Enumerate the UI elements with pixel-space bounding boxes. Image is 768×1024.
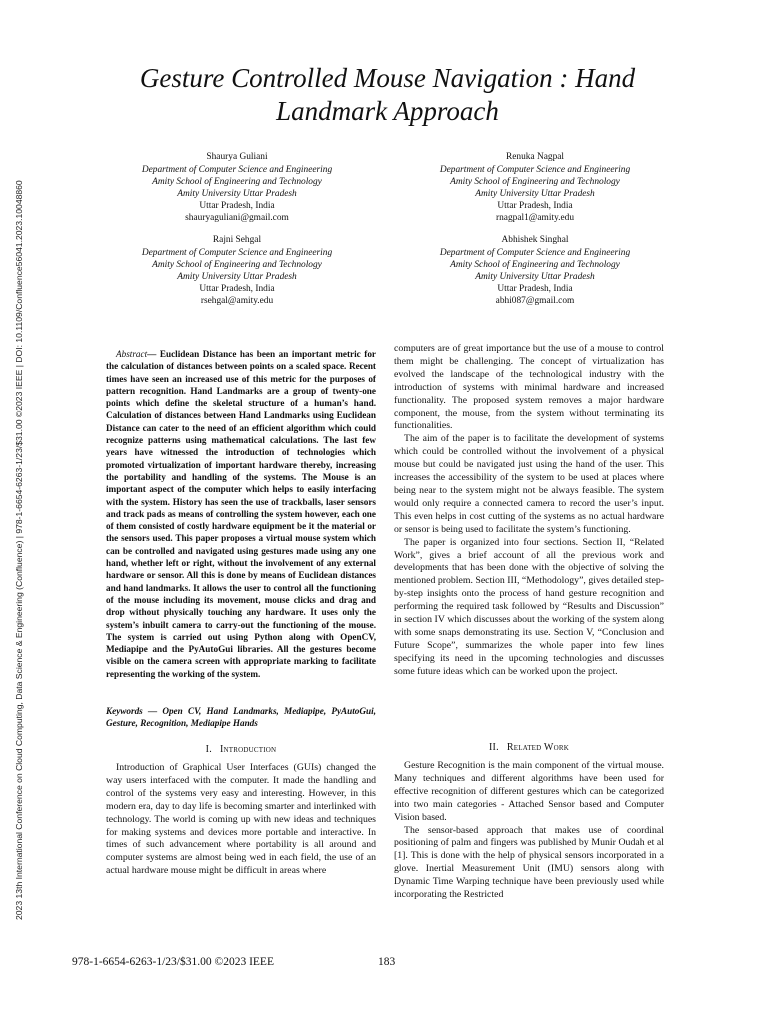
author-block: [390, 235, 680, 307]
author-location: Uttar Pradesh, India: [199, 200, 275, 211]
author-name: Rajni Sehgal: [212, 235, 262, 245]
footer-isbn: 978-1-6654-6263-1/23/$31.00 ©2023 IEEE: [72, 956, 274, 968]
author-univ: Amity University Uttar Pradesh: [475, 271, 595, 282]
author-univ: Amity University Uttar Pradesh: [475, 188, 595, 199]
section-number: II.: [489, 742, 499, 753]
section-number: I.: [205, 744, 212, 755]
author-school: Amity School of Engineering and Technology: [152, 259, 322, 270]
author-block: [92, 152, 382, 224]
paper-title: Gesture Controlled Mouse Navigation : Hand Landmark Approach: [139, 63, 636, 126]
doi-banner: 2023 13th International Conference on Cloud Computing, Data Science & Engineering (Confluence) | 978-1-6654-6263-1/23/$31.00 ©2023 IEEE | DOI: 10.1109/Confluence56041.2023.10048860: [14, 180, 24, 920]
keywords: [106, 705, 376, 730]
author-email: rnagpal1@amity.edu: [495, 212, 575, 223]
author-dept: Department of Computer Science and Engineering: [439, 164, 631, 175]
author-dept: Department of Computer Science and Engineering: [141, 247, 333, 258]
author-location: Uttar Pradesh, India: [497, 200, 573, 211]
paragraph: Introduction of Graphical User Interfaces (GUIs) changed the way users interfaced with the computer. It made the handling and control of the systems very easy and interesting. However, in this modern era, day to day life is becoming smarter and interlinked with technology. The world is coming up with new ideas and techniques for making systems and devices more portable and interactive. In times of such advancement where portability is all around and computer systems are almost being wed in each field, the use of an actual hardware mouse might be difficult in areas where: [106, 762, 376, 877]
author-email: abhi087@gmail.com: [495, 295, 575, 306]
abstract-lead: Abstract: [116, 349, 148, 359]
paragraph: Gesture Recognition is the main component of the virtual mouse. Many techniques and different algorithms have been used for effective recognition of different gestures which can be categorized into two main categories - Attached Sensor based and Computer Vision based.: [394, 760, 664, 823]
section-heading-introduction: [106, 744, 376, 756]
abstract: [106, 348, 376, 680]
section-title: Introduction: [220, 744, 277, 755]
author-email: rsehgal@amity.edu: [200, 295, 274, 306]
paragraph: The sensor-based approach that makes use of coordinal positioning of palm and fingers was published by Munir Oudah et al [1]. This is done with the help of physical sensors incorporated in a glove. Inertial Measurement Unit (IMU) sensors along with Dynamic Time Warping technique have been previously used while incorporating the Restricted: [394, 824, 664, 901]
author-email: shauryaguliani@gmail.com: [185, 212, 289, 223]
related-work-body: [394, 760, 664, 902]
introduction-body: [106, 762, 376, 878]
author-block: [390, 152, 680, 224]
author-block: [92, 235, 382, 307]
author-name: Abhishek Singhal: [501, 235, 569, 245]
section-heading-related-work: [394, 742, 664, 754]
section-title: Related Work: [506, 742, 569, 753]
author-school: Amity School of Engineering and Technology: [152, 176, 322, 187]
abstract-text: — Euclidean Distance has been an important metric for the calculation of distances between points on a scaled space. Recent times have seen an increased use of this metric for the purposes of pattern recognition. Hand Landmarks are a group of twenty-one points which define the skeletal structure of a human’s hand. Calculation of distances between Hand Landmarks using Euclidean Distance can cater to the need of an efficient algorithm which could recognize patterns using mathematical calculations. The last few years have witnessed the introduction of technologies which promoted virtualization of important hardware thereby, increasing the portability and handling of the systems. The Mouse is an important aspect of the computer which helps to easily interfacing with the system. History has seen the use of trackballs, laser sensors and track pads as means of controlling the system however, each one of them consisted of costly hardware equipment be it the material or the sensors used. This paper proposes a virtual mouse system which can be controlled and navigated using gestures made using any one hand, whether left or right, without the involvement of any external hardware or sensor. All this is done by means of Euclidean distances and hand landmarks. It allows the user to control all the functioning of the mouse including its movement, mouse clicks and drag and drop without physically touching any hardware. It uses only the system’s inbuilt camera to carry-out the functioning of the mouse. The system is carried out using Python along with OpenCV, Mediapipe and the PyAutoGui libraries. All the gestures become visible on the camera screen with appropriate marking to facilitate representing the working of the system.: [106, 349, 376, 679]
paragraph: The paper is organized into four sections. Section II, “Related Work”, gives a brief account of all the previous work and developments that has been done with the objective of solving the mentioned problem. Section III, “Methodology”, gives detailed step-by-step insights onto the process of hand gesture recognition and performing the required task followed by “Results and Discussion” in section IV which discusses about the working of the system along with some snaps demonstrating its use. Section V, “Conclusion and Future Scope”, summarizes the whole paper into few lines specifying its need in the upcoming technologies and discusses some future ideas which can be worked upon the project.: [394, 536, 664, 677]
right-column-body: [394, 343, 664, 679]
author-location: Uttar Pradesh, India: [199, 283, 275, 294]
author-dept: Department of Computer Science and Engineering: [141, 164, 333, 175]
paragraph: computers are of great importance but the use of a mouse to control them might be challenging. The concept of virtualization has evolved the landscape of the technological industry with the introduction of systems with minimal hardware and increased functionality. The proposed system removes a major hardware component, the mouse, from the system without terminating its functionalities.: [394, 343, 664, 432]
author-school: Amity School of Engineering and Technology: [450, 259, 620, 270]
author-school: Amity School of Engineering and Technology: [450, 176, 620, 187]
author-univ: Amity University Uttar Pradesh: [177, 188, 297, 199]
author-location: Uttar Pradesh, India: [497, 283, 573, 294]
author-name: Shaurya Guliani: [206, 152, 268, 162]
page-number: 183: [378, 956, 396, 968]
paragraph: The aim of the paper is to facilitate the development of systems which could be controlled without the involvement of a physical mouse but could be navigated just using the hand of the user. This increases the accessibility of the system to be used at places where being near to the system might not be always feasible. The system would only require a connected camera to record the user’s input. This even helps in cost cutting of the systems as no actual hardware or sensor is being used to facilitate the system’s functioning.: [394, 433, 664, 535]
keywords-text: Keywords — Open CV, Hand Landmarks, Mediapipe, PyAutoGui, Gesture, Recognition, Mediapipe Hands: [106, 706, 376, 729]
author-name: Renuka Nagpal: [505, 152, 565, 162]
author-univ: Amity University Uttar Pradesh: [177, 271, 297, 282]
author-dept: Department of Computer Science and Engineering: [439, 247, 631, 258]
